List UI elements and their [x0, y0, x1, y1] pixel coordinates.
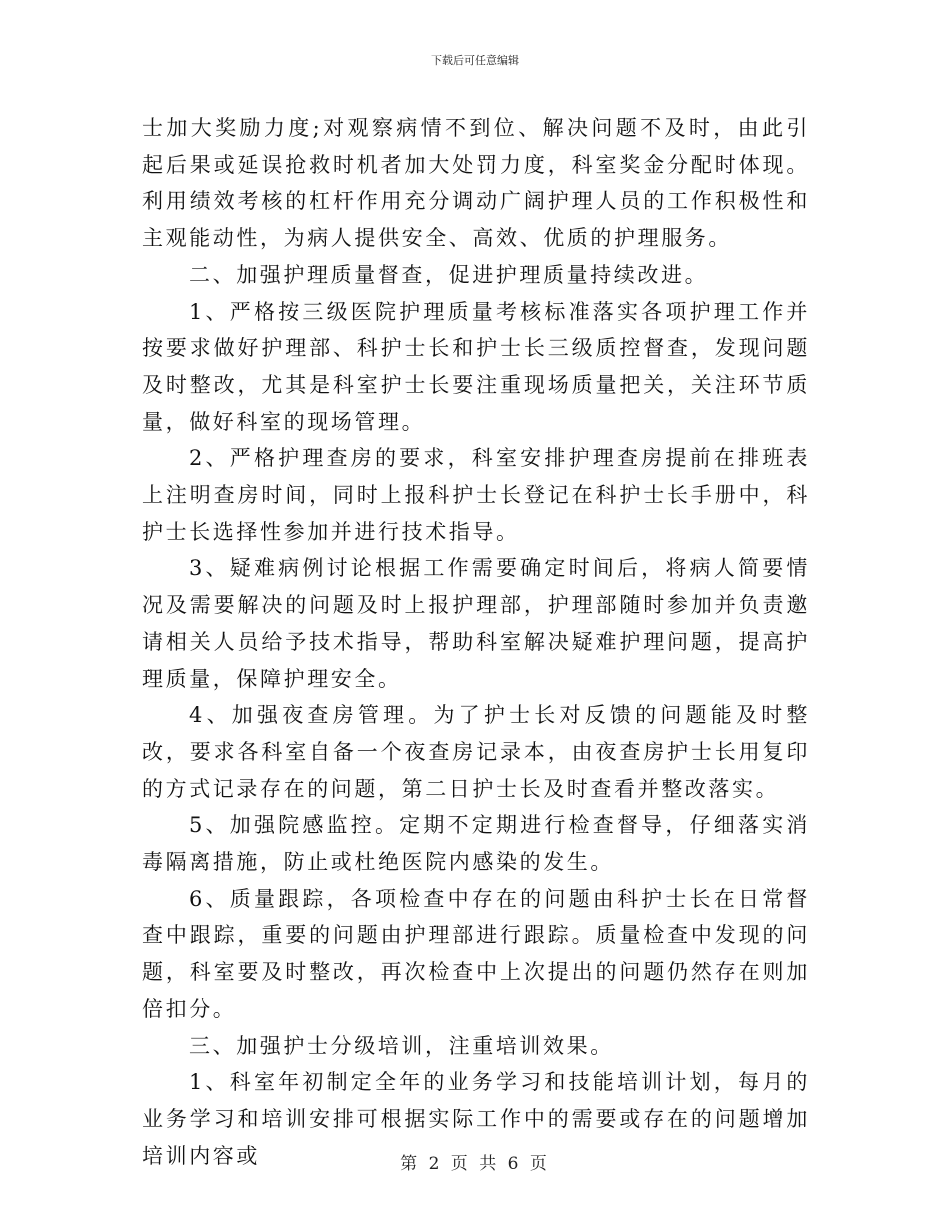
section-heading-3: 三、加强护士分级培训，注重培训效果。 [189, 1033, 614, 1058]
paragraph-item-training-1: 1、科室年初制定全年的业务学习和技能培训计划，每月的业务学习和培训安排可根据实际工作中的需要或存在的问题增加培训内容或 [142, 1070, 810, 1168]
paragraph-item-1: 1、严格按三级医院护理质量考核标准落实各项护理工作并按要求做好护理部、科护士长和护士长三级质控督查，发现问题及时整改，尤其是科室护士长要注重现场质量把关，关注环节质量，做好科室的现场管理。 [142, 299, 810, 434]
paragraph-item-2: 2、严格护理查房的要求，科室安排护理查房提前在排班表上注明查房时间，同时上报科护士长登记在科护士长手册中，科护士长选择性参加并进行技术指导。 [142, 446, 810, 544]
paragraph-continuation: 士加大奖励力度;对观察病情不到位、解决问题不及时，由此引起后果或延误抢救时机者加大处罚力度，科室奖金分配时体现。利用绩效考核的杠杆作用充分调动广阔护理人员的工作积极性和主观能动性，为病人提供安全、高效、优质的护理服务。 [142, 116, 810, 251]
page-header: 下载后可任意编辑 [431, 54, 519, 67]
section-heading-2: 二、加强护理质量督查，促进护理质量持续改进。 [189, 262, 709, 287]
page-number-footer: 第 2 页 共 6 页 [400, 1154, 550, 1174]
paragraph-item-4: 4、加强夜查房管理。为了护士长对反馈的问题能及时整改，要求各科室自备一个夜查房记录本，由夜查房护士长用复印的方式记录存在的问题，第二日护士长及时查看并整改落实。 [142, 703, 810, 801]
paragraph-item-5: 5、加强院感监控。定期不定期进行检查督导，仔细落实消毒隔离措施，防止或杜绝医院内感染的发生。 [142, 813, 810, 875]
document-body [142, 110, 810, 1174]
paragraph-item-6: 6、质量跟踪，各项检查中存在的问题由科护士长在日常督查中跟踪，重要的问题由护理部进行跟踪。质量检查中发现的问题，科室要及时整改，再次检查中上次提出的问题仍然存在则加倍扣分。 [142, 886, 810, 1021]
paragraph-item-3: 3、疑难病例讨论根据工作需要确定时间后，将病人简要情况及需要解决的问题及时上报护理部，护理部随时参加并负责邀请相关人员给予技术指导，帮助科室解决疑难护理问题，提高护理质量，保障护理安全。 [142, 556, 810, 691]
